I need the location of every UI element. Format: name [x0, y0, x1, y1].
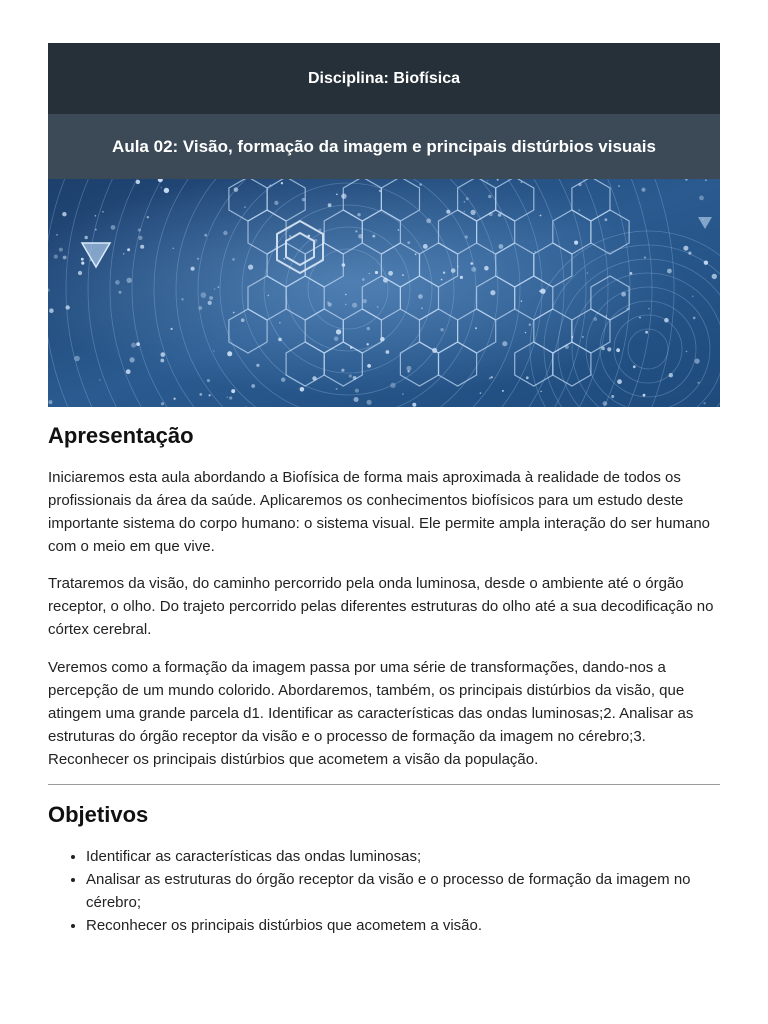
star-dot [66, 305, 70, 309]
star-dot [540, 391, 541, 392]
star-dot [388, 271, 393, 276]
star-dot [256, 364, 259, 367]
star-dot [279, 322, 281, 324]
star-dot [173, 248, 174, 249]
star-dot [209, 394, 211, 396]
star-dot [470, 262, 473, 265]
star-dot [605, 218, 608, 221]
star-dot [302, 198, 305, 201]
section-divider [48, 784, 720, 785]
star-dot [85, 236, 88, 239]
star-dot [606, 315, 607, 316]
star-dot [695, 359, 700, 364]
star-dot [367, 400, 372, 405]
lesson-title-bar [48, 114, 720, 179]
star-dot [601, 347, 605, 351]
star-dot [699, 196, 704, 201]
apresentacao-paragraph-1: Iniciaremos esta aula abordando a Biofísica de forma mais aproximada à realidade de todos os profissionais da área da saúde. Aplicaremos os conhecimentos biofísicos para um estudo deste importante sistema do corpo humano: o sistema visual. Ele permite ampla interação do ser humano com o meio em que vive. [48, 469, 710, 555]
star-dot [698, 382, 700, 384]
star-dot [136, 180, 140, 184]
star-dot [336, 388, 338, 390]
star-dot [686, 351, 688, 353]
star-dot [354, 397, 359, 402]
star-dot [174, 398, 176, 400]
star-dot [74, 356, 80, 362]
star-dot [587, 272, 589, 274]
star-dot [171, 328, 173, 330]
star-dot [227, 351, 232, 356]
star-dot [712, 274, 717, 279]
star-dot [126, 369, 131, 374]
star-dot [234, 187, 239, 192]
star-dot [423, 244, 428, 249]
star-dot [578, 183, 581, 186]
star-dot [62, 212, 66, 216]
star-dot [375, 271, 378, 274]
star-dot [119, 291, 122, 294]
star-dot [390, 383, 395, 388]
star-dot [611, 395, 614, 398]
star-dot [358, 234, 363, 239]
star-dot [484, 266, 489, 271]
star-dot [161, 352, 166, 357]
star-dot [616, 348, 620, 352]
star-dot [603, 401, 608, 406]
star-dot [540, 289, 545, 294]
star-dot [111, 225, 116, 230]
star-dot [617, 379, 622, 384]
star-dot [227, 397, 228, 398]
star-dot [349, 374, 352, 377]
star-dot [327, 301, 329, 303]
star-dot [274, 201, 278, 205]
star-dot [130, 357, 135, 362]
star-dot [367, 327, 370, 330]
star-dot [641, 188, 645, 192]
star-dot [300, 387, 305, 392]
star-dot [402, 393, 404, 395]
star-dot [669, 373, 673, 377]
star-dot [418, 294, 423, 299]
star-dot [284, 258, 286, 260]
star-dot [281, 182, 283, 184]
star-dot [138, 236, 142, 240]
star-dot [355, 389, 359, 393]
star-dot [334, 337, 339, 342]
star-dot [683, 246, 688, 251]
star-dot [123, 253, 125, 255]
star-dot [204, 234, 207, 237]
star-dot [191, 267, 195, 271]
star-dot [345, 294, 347, 296]
star-dot [353, 376, 357, 380]
star-dot [480, 392, 482, 394]
star-dot [208, 301, 212, 305]
star-dot [487, 180, 488, 181]
star-dot [213, 350, 215, 352]
star-dot [466, 197, 469, 200]
star-dot [703, 402, 705, 404]
star-dot [81, 262, 84, 265]
star-dot [223, 231, 227, 235]
star-dot [350, 346, 353, 349]
star-dot [465, 235, 468, 238]
star-dot [131, 343, 136, 348]
star-dot [471, 267, 476, 272]
star-dot [645, 331, 648, 334]
star-dot [475, 327, 477, 329]
star-dot [451, 268, 456, 273]
star-dot [406, 366, 411, 371]
star-dot [59, 248, 63, 252]
star-dot [342, 263, 346, 267]
star-dot [161, 402, 164, 405]
apresentacao-paragraph-3: Veremos como a formação da imagem passa por uma série de transformações, dando-nos a percepção de um mundo colorido. Abordaremos, também, os principais distúrbios da visão, que atingem uma grande parcela d1. Identificar as características das ondas luminosas;2. Analisar as estruturas do órgão receptor da visão e o processo de formação da imagem no cérebro;3. Reconhecer os principais distúrbios que acometem a visão da população. [48, 659, 694, 768]
star-dot [136, 342, 140, 346]
star-dot [379, 190, 381, 192]
star-dot [498, 213, 502, 217]
star-dot [582, 336, 584, 338]
star-dot [49, 308, 54, 313]
star-dot [464, 201, 466, 203]
star-dot [490, 290, 495, 295]
star-dot [328, 203, 332, 207]
star-dot [471, 210, 476, 215]
star-dot [164, 188, 169, 193]
star-dot [99, 379, 101, 381]
star-dot [357, 213, 360, 216]
star-dot [402, 274, 404, 276]
star-dot [380, 337, 385, 342]
star-dot [489, 377, 491, 379]
star-dot [407, 241, 410, 244]
star-dot [95, 215, 97, 217]
star-dot [412, 403, 416, 407]
star-dot [692, 296, 693, 297]
star-dot [386, 350, 390, 354]
star-dot [289, 235, 291, 237]
star-dot [147, 216, 149, 218]
star-dot [197, 258, 199, 260]
star-dot [207, 379, 210, 382]
star-dot [667, 269, 672, 274]
star-dot [81, 258, 84, 261]
star-dot [312, 376, 316, 380]
star-dot [421, 307, 423, 309]
star-dot [460, 276, 463, 279]
star-dot [367, 364, 371, 368]
star-dot [618, 185, 619, 186]
star-dot [688, 252, 691, 255]
star-dot [693, 317, 696, 320]
star-dot [383, 278, 388, 283]
star-dot [209, 296, 213, 300]
star-dot [95, 229, 97, 231]
star-dot [127, 278, 132, 283]
star-dot [54, 255, 58, 259]
star-dot [529, 324, 531, 326]
star-dot [534, 251, 535, 252]
star-dot [181, 298, 184, 301]
star-dot [457, 266, 459, 268]
objetivos-heading: Objetivos [48, 802, 149, 827]
star-dot [633, 365, 636, 368]
star-dot [648, 308, 650, 310]
star-dot [440, 328, 443, 331]
star-dot [704, 261, 708, 265]
star-dot [621, 292, 626, 297]
star-dot [407, 370, 409, 372]
star-dot [502, 390, 504, 392]
star-dot [521, 181, 523, 183]
star-dot [232, 258, 235, 261]
discipline-label: Disciplina: Biofísica [307, 69, 461, 87]
star-dot [377, 306, 379, 308]
star-dot [102, 211, 104, 213]
star-dot [336, 194, 338, 196]
star-dot [489, 212, 493, 216]
star-dot [705, 179, 707, 181]
star-dot [198, 306, 202, 310]
star-dot [443, 272, 445, 274]
star-dot [644, 256, 646, 258]
star-dot [664, 318, 669, 323]
objective-item: • Analisar as estruturas do órgão receptor da visão e o processo de formação da imagem no cérebro; [86, 868, 720, 914]
star-dot [540, 215, 542, 217]
star-dot [626, 308, 628, 310]
objective-item: • Identificar as características das ondas luminosas; [86, 845, 720, 868]
star-dot [594, 317, 598, 321]
star-dot [369, 273, 370, 274]
star-dot [426, 218, 431, 223]
star-dot [160, 359, 164, 363]
star-dot [643, 394, 646, 397]
star-dot [218, 286, 220, 288]
star-dot [565, 345, 569, 349]
star-dot [248, 265, 253, 270]
star-dot [115, 280, 120, 285]
star-dot [214, 288, 215, 289]
star-dot [138, 228, 141, 231]
star-dot [63, 256, 67, 260]
hexagon-network-illustration [48, 179, 720, 407]
star-dot [526, 376, 529, 379]
lesson-title: Aula 02: Visão, formação da imagem e principais distúrbios visuais [112, 136, 656, 156]
star-dot [336, 329, 341, 334]
objectives-list [48, 845, 720, 937]
star-dot [244, 206, 246, 208]
banner-image [48, 179, 720, 407]
star-dot [241, 318, 245, 322]
star-dot [233, 312, 235, 314]
star-dot [56, 234, 58, 236]
star-dot [127, 248, 130, 251]
star-dot [281, 378, 285, 382]
star-dot [278, 338, 282, 342]
star-dot [201, 292, 207, 298]
star-dot [571, 336, 573, 338]
star-dot [229, 396, 232, 399]
star-dot [639, 317, 641, 319]
star-dot [251, 384, 255, 388]
star-dot [161, 187, 163, 189]
star-dot [499, 244, 504, 249]
star-dot [140, 245, 144, 249]
star-dot [367, 343, 369, 345]
star-dot [352, 303, 357, 308]
star-dot [521, 300, 523, 302]
star-dot [419, 183, 422, 186]
star-dot [49, 400, 53, 404]
star-dot [231, 389, 235, 393]
star-dot [607, 347, 611, 351]
star-dot [446, 210, 450, 214]
star-dot [341, 369, 344, 372]
star-dot [345, 304, 346, 305]
star-dot [464, 211, 465, 212]
star-dot [630, 272, 633, 275]
star-dot [268, 295, 270, 297]
star-dot [432, 348, 437, 353]
star-dot [78, 271, 82, 275]
discipline-header [48, 43, 720, 114]
star-dot [525, 332, 526, 333]
star-dot [270, 185, 271, 186]
apresentacao-paragraph-2: Trataremos da visão, do caminho percorrido pela onda luminosa, desde o ambiente até o órgão receptor, o olho. Do trajeto percorrido pelas diferentes estruturas do olho até a sua decodificação no córtex cerebral. [48, 575, 714, 638]
star-dot [341, 194, 346, 199]
star-dot [362, 278, 365, 281]
star-dot [199, 393, 202, 396]
star-dot [355, 230, 357, 232]
star-dot [578, 209, 580, 211]
star-dot [363, 299, 367, 303]
star-dot [488, 195, 491, 198]
objective-item: • Reconhecer os principais distúrbios que acometem a visão. [86, 914, 720, 937]
star-dot [398, 229, 400, 231]
star-dot [502, 341, 507, 346]
star-dot [574, 241, 578, 245]
apresentacao-heading: Apresentação [48, 423, 194, 448]
star-dot [372, 235, 375, 238]
star-dot [441, 279, 443, 281]
star-dot [415, 253, 417, 255]
